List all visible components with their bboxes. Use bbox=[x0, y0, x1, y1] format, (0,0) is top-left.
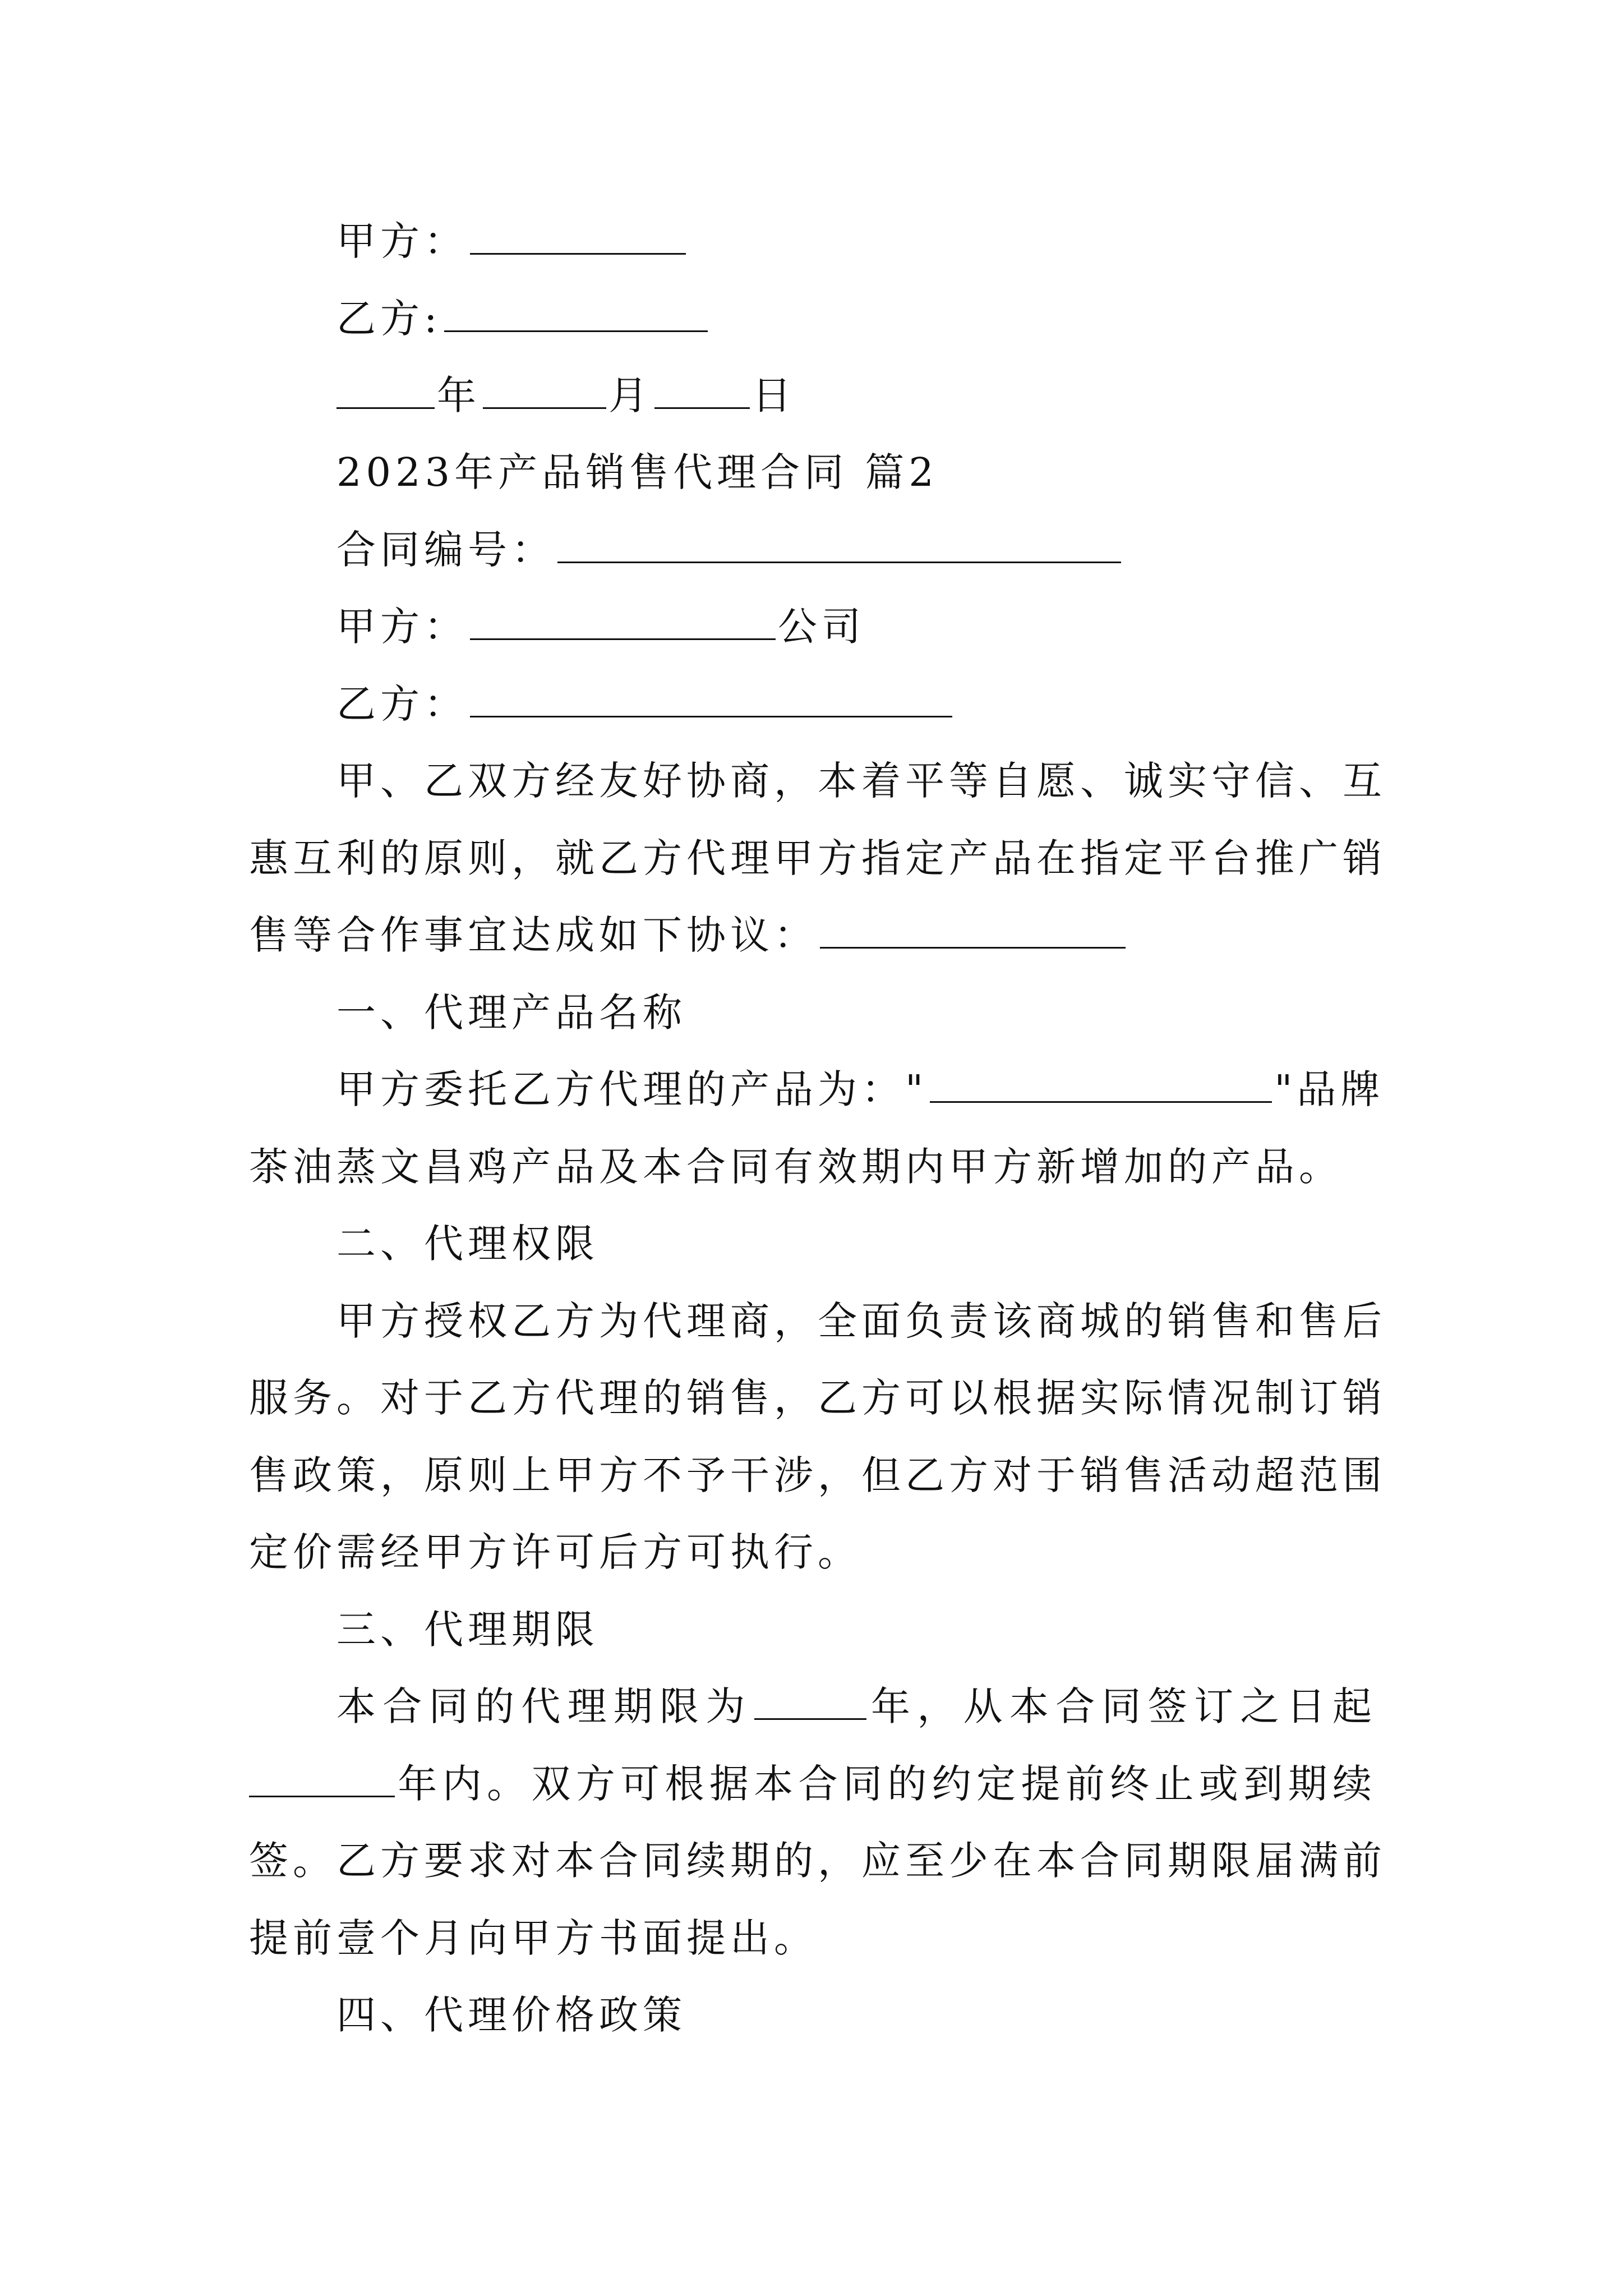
party-b-line bbox=[336, 293, 1376, 344]
month-blank bbox=[483, 372, 606, 409]
party-a-label: 甲方： bbox=[336, 218, 468, 264]
start-blank bbox=[249, 1761, 395, 1797]
party-a-blank bbox=[470, 218, 686, 255]
section-1-line-1 bbox=[336, 1064, 1385, 1115]
party-b-blank-2 bbox=[470, 681, 952, 717]
intro-line-1: 甲、乙双方经友好协商，本着平等自愿、诚实守信、互 bbox=[336, 758, 1386, 804]
contract-number-blank bbox=[557, 527, 1121, 563]
contract-number-line bbox=[336, 524, 1376, 575]
section-2-line-1: 甲方授权乙方为代理商，全面负责该商城的销售和售后 bbox=[336, 1298, 1386, 1344]
section-3-line-1-suffix: 年，从本合同签订之日起 bbox=[868, 1683, 1377, 1729]
brand-blank bbox=[930, 1066, 1272, 1103]
contract-number-label: 合同编号： bbox=[336, 527, 555, 573]
section-3-line-2-text: 年内。双方可根据本合同的约定提前终止或到期续 bbox=[397, 1761, 1376, 1807]
party-a-company-line bbox=[336, 601, 1376, 652]
party-a-label: 甲方： bbox=[336, 604, 468, 650]
section-1-line-1-text: 甲方委托乙方代理的产品为：" bbox=[336, 1066, 928, 1112]
contract-title: 2023年产品销售代理合同 篇2 bbox=[336, 449, 938, 495]
section-4-title: 四、代理价格政策 bbox=[336, 1992, 686, 2038]
month-label: 月 bbox=[608, 372, 652, 418]
section-2-line-3: 售政策，原则上甲方不予干涉，但乙方对于销售活动超范围 bbox=[249, 1452, 1386, 1498]
party-b-blank bbox=[444, 296, 708, 332]
year-label: 年 bbox=[437, 372, 481, 418]
section-2-line-4: 定价需经甲方许可后方可执行。 bbox=[249, 1529, 861, 1575]
section-3-line-2 bbox=[249, 1759, 1376, 1809]
intro-line-2: 惠互利的原则，就乙方代理甲方指定产品在指定平台推广销 bbox=[249, 835, 1386, 881]
party-b-line-2 bbox=[336, 679, 1376, 729]
party-a-company-blank bbox=[470, 604, 776, 640]
party-a-suffix: 公司 bbox=[778, 604, 865, 650]
party-b-label: 乙方： bbox=[336, 681, 468, 727]
day-label: 日 bbox=[752, 372, 796, 418]
intro-line-3 bbox=[249, 910, 1376, 960]
day-blank bbox=[654, 372, 750, 409]
intro-blank bbox=[820, 912, 1126, 949]
party-b-label: 乙方: bbox=[336, 296, 442, 342]
term-years-blank bbox=[754, 1683, 866, 1720]
party-a-line bbox=[336, 216, 1376, 266]
intro-line-3-text: 售等合作事宜达成如下协议： bbox=[249, 912, 818, 958]
section-3-title: 三、代理期限 bbox=[336, 1607, 599, 1653]
section-3-line-1-text: 本合同的代理期限为 bbox=[336, 1683, 752, 1729]
date-line bbox=[336, 370, 1376, 421]
section-2-title: 二、代理权限 bbox=[336, 1221, 599, 1267]
section-3-line-1 bbox=[336, 1681, 1376, 1732]
section-1-line-2: 茶油蒸文昌鸡产品及本合同有效期内甲方新增加的产品。 bbox=[249, 1144, 1343, 1190]
section-2-line-2: 服务。对于乙方代理的销售，乙方可以根据实际情况制订销 bbox=[249, 1375, 1386, 1421]
year-blank bbox=[336, 372, 435, 409]
section-1-title: 一、代理产品名称 bbox=[336, 990, 686, 1036]
section-1-line-1-suffix: "品牌 bbox=[1274, 1066, 1385, 1112]
section-3-line-4: 提前壹个月向甲方书面提出。 bbox=[249, 1915, 818, 1961]
section-3-line-3: 签。乙方要求对本合同续期的，应至少在本合同期限届满前 bbox=[249, 1838, 1386, 1884]
